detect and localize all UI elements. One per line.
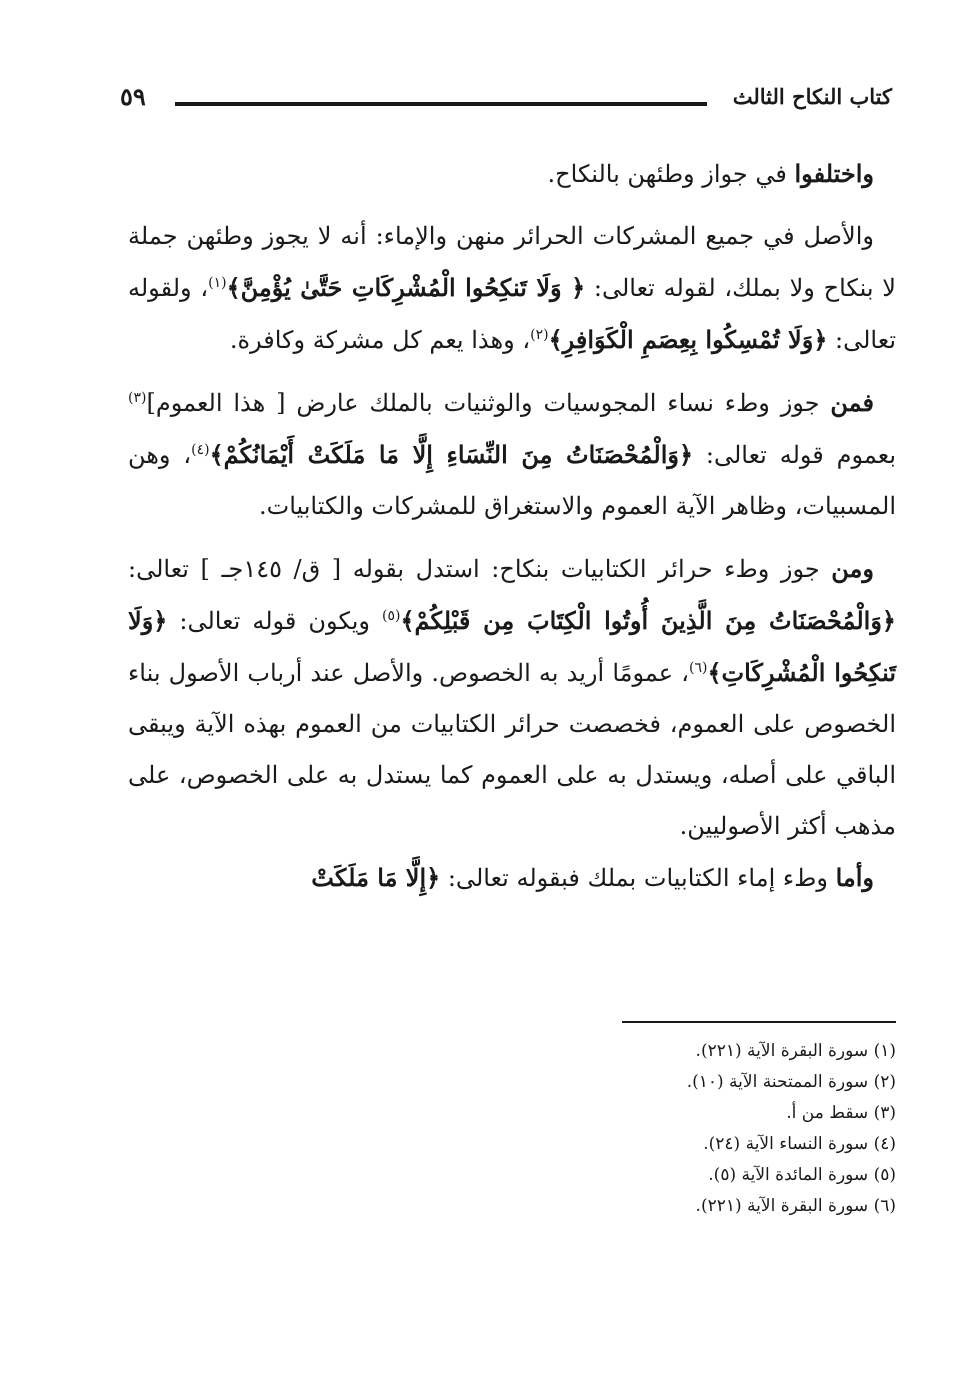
footnote-5: (٥) سورة المائدة الآية (٥). [708, 1165, 896, 1185]
paragraph-text: جوز وطء حرائر الكتابيات بنكاح: استدل بقوله [ ق/ ١٤٥جـ ] تعالى: [128, 555, 832, 583]
quran-verse: ﴿وَلَا تُمْسِكُوا بِعِصَمِ الْكَوَافِرِ﴾ [548, 325, 828, 354]
quran-verse: ﴿ وَلَا تَنكِحُوا الْمُشْرِكَاتِ حَتَّىٰ يُؤْمِنَّ﴾ [226, 273, 586, 302]
paragraph-text: ويكون قوله تعالى: [167, 607, 382, 635]
paragraph-text: ، وهذا يعم كل مشركة وكافرة. [229, 326, 531, 354]
book-title: كتاب النكاح الثالث [732, 84, 892, 109]
paragraph-text: بعموم قوله تعالى: [693, 441, 896, 469]
footnote-separator [622, 1021, 896, 1023]
footnote-ref: (١) [208, 275, 227, 291]
quran-verse: ﴿إِلَّا مَا مَلَكَتْ [311, 863, 441, 892]
header-rule [175, 102, 707, 106]
lead-word: واختلفوا [794, 159, 874, 188]
footnote-4: (٤) سورة النساء الآية (٢٤). [703, 1134, 896, 1154]
paragraph-text: جوز وطء نساء المجوسيات والوثنيات بالملك عارض [ هذا العموم] [146, 389, 831, 417]
quran-verse: ﴿وَلَا تَنكِحُوا الْمُشْرِكَاتِ﴾ [128, 606, 896, 687]
paragraph-1 [128, 148, 896, 200]
paragraph-5 [128, 852, 896, 904]
paragraph-text: وطء إماء الكتابيات بملك فبقوله تعالى: [440, 864, 836, 892]
running-header [120, 84, 892, 120]
footnote-1: (١) سورة البقرة الآية (٢٢١). [695, 1041, 896, 1061]
lead-word: ومن [831, 554, 874, 583]
paragraph-text: في جواز وطئهن بالنكاح. [547, 160, 795, 188]
page-number: ٥٩ [120, 82, 146, 111]
paragraph-3 [128, 377, 896, 532]
footnote-6: (٦) سورة البقرة الآية (٢٢١). [695, 1196, 896, 1216]
lead-word: فمن [830, 388, 874, 417]
paragraph-2 [128, 211, 896, 366]
footnote-ref: (٦) [689, 660, 708, 676]
quran-verse: ﴿وَالْمُحْصَنَاتُ مِنَ الَّذِينَ أُوتُوا الْكِتَابَ مِن قَبْلِكُمْ﴾ [400, 606, 896, 635]
footnote-ref: (٥) [381, 608, 401, 624]
main-text [128, 148, 896, 904]
quran-verse: ﴿وَالْمُحْصَنَاتُ مِنَ النِّسَاءِ إِلَّا مَا مَلَكَتْ أَيْمَانُكُمْ﴾ [209, 440, 694, 469]
paragraph-text: ، عمومًا أريد به الخصوص. والأصل عند أرباب الأصول بناء الخصوص على العموم، فخصصت حرائر الكتابيات من العموم بهذه الآية ويبقى الباقي على أصله، ويستدل به على العموم كما يستدل به على الخصوص، على مذهب أكثر الأصوليين. [128, 659, 896, 840]
footnote-3: (٣) سقط من أ. [786, 1103, 896, 1123]
paragraph-text: ، ولقوله تعالى: [128, 274, 896, 354]
paragraph-4 [128, 543, 896, 852]
paragraph-text: ، وهن المسبيات، وظاهر الآية العموم والاستغراق للمشركات والكتابيات. [128, 441, 896, 520]
footnote-ref: (٤) [191, 442, 210, 458]
lead-word: وأما [835, 863, 874, 892]
footnote-ref: (٣) [128, 390, 147, 406]
footnote-2: (٢) سورة الممتحنة الآية (١٠). [686, 1072, 896, 1092]
paragraph-text: والأصل في جميع المشركات الحرائر منهن والإماء: أنه لا يجوز وطئهن جملة لا بنكاح ولا بملك، لقوله تعالى: [128, 222, 896, 302]
footnotes [396, 1036, 896, 1222]
footnote-ref: (٢) [530, 327, 549, 343]
